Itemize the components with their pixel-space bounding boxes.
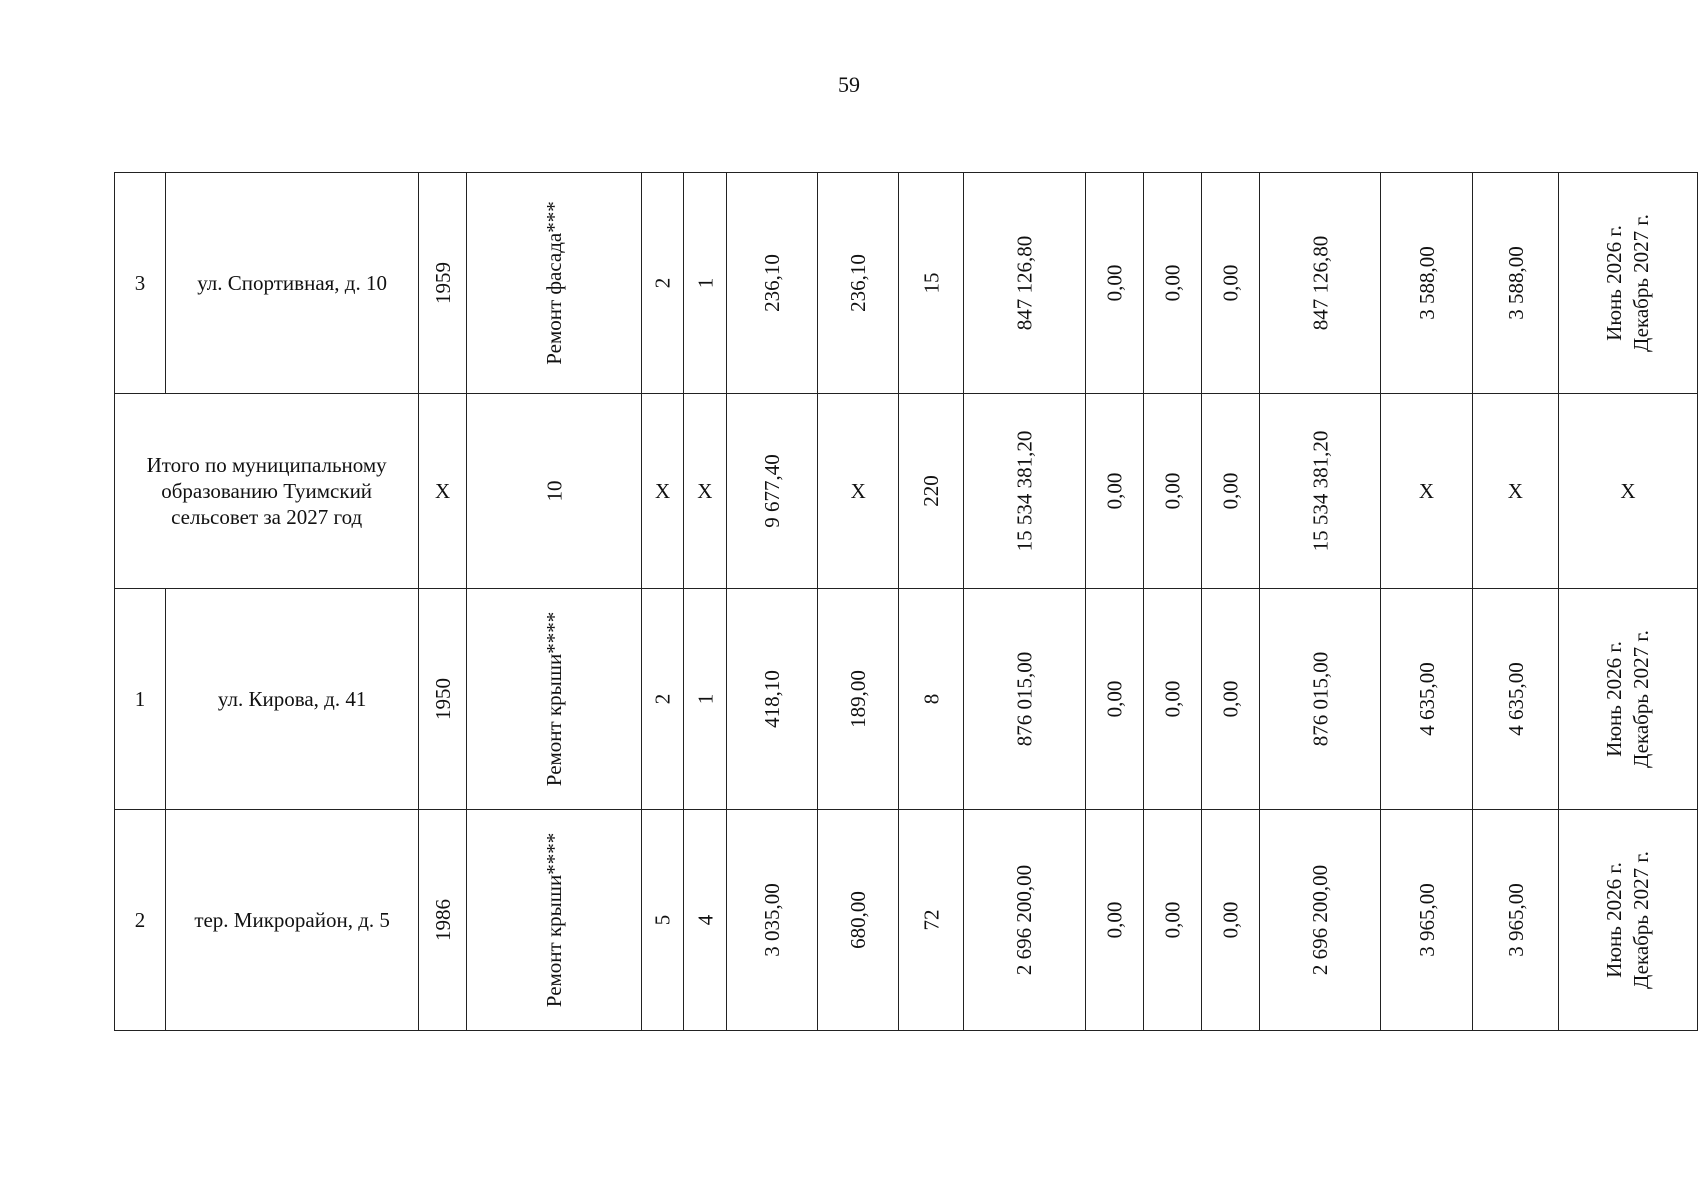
row-number: 2: [115, 810, 166, 1031]
total-area: 3 035,00: [759, 883, 784, 957]
work-period: [1601, 851, 1655, 989]
fund-owners: 876 015,00: [1308, 651, 1333, 747]
build-year: X: [419, 394, 467, 589]
period-start: Июнь 2026 г.: [1602, 862, 1627, 978]
cost-total: 15 534 381,20: [1012, 430, 1037, 552]
living-area: X: [818, 394, 899, 589]
total-area: 236,10: [759, 254, 784, 312]
fund-c: 0,00: [1218, 472, 1243, 510]
period-start: Июнь 2026 г.: [1602, 225, 1627, 341]
residents-count: 220: [919, 475, 944, 507]
fund-c: 0,00: [1218, 680, 1243, 718]
unit-cost-max: 3 965,00: [1503, 883, 1528, 957]
work-count: 10: [542, 480, 567, 502]
fund-b: 0,00: [1160, 472, 1185, 510]
period-start: Июнь 2026 г.: [1602, 641, 1627, 757]
address-cell: ул. Кирова, д. 41: [165, 589, 418, 810]
fund-b: 0,00: [1160, 264, 1185, 302]
work-period: [1601, 630, 1655, 768]
fund-owners: 847 126,80: [1308, 235, 1333, 331]
floors-count: 2: [650, 693, 675, 705]
cost-total: 2 696 200,00: [1012, 864, 1037, 976]
floors-count: X: [642, 394, 684, 589]
unit-cost: X: [1381, 394, 1472, 589]
fund-owners: 2 696 200,00: [1308, 864, 1333, 976]
address-cell: ул. Спортивная, д. 10: [165, 173, 418, 394]
living-area: 236,10: [846, 254, 871, 312]
build-year: 1986: [430, 899, 455, 941]
residents-count: 15: [919, 272, 944, 294]
repair-program-table: [114, 172, 1698, 1031]
unit-cost-max: 3 588,00: [1503, 246, 1528, 320]
floors-count: 5: [650, 914, 675, 926]
residents-count: 72: [919, 909, 944, 931]
entrances-count: 1: [692, 693, 717, 705]
work-type: Ремонт крыши****: [542, 832, 567, 1008]
fund-a: 0,00: [1102, 680, 1127, 718]
unit-cost-max: X: [1472, 394, 1558, 589]
work-period: X: [1559, 394, 1698, 589]
period-end: Декабрь 2027 г.: [1629, 214, 1654, 352]
table-row: [115, 589, 1698, 810]
entrances-count: 1: [692, 277, 717, 289]
unit-cost: 3 588,00: [1414, 246, 1439, 320]
fund-b: 0,00: [1160, 901, 1185, 939]
cost-total: 847 126,80: [1012, 235, 1037, 331]
fund-owners: 15 534 381,20: [1308, 430, 1333, 552]
row-number: 3: [115, 173, 166, 394]
unit-cost-max: 4 635,00: [1503, 662, 1528, 736]
period-end: Декабрь 2027 г.: [1629, 630, 1654, 768]
table-row: [115, 173, 1698, 394]
living-area: 680,00: [846, 891, 871, 949]
fund-a: 0,00: [1102, 472, 1127, 510]
page-number: 59: [838, 72, 860, 97]
total-label: Итого по муниципальному образованию Туимский сельсовет за 2027 год: [146, 453, 387, 529]
work-period: [1601, 214, 1655, 352]
unit-cost: 3 965,00: [1414, 883, 1439, 957]
fund-a: 0,00: [1102, 264, 1127, 302]
work-type: Ремонт крыши****: [542, 611, 567, 787]
build-year: 1950: [430, 678, 455, 720]
address-cell: тер. Микрорайон, д. 5: [165, 810, 418, 1031]
fund-c: 0,00: [1218, 901, 1243, 939]
entrances-count: 4: [692, 914, 717, 926]
entrances-count: X: [683, 394, 726, 589]
row-number: 1: [115, 589, 166, 810]
fund-b: 0,00: [1160, 680, 1185, 718]
living-area: 189,00: [846, 670, 871, 728]
unit-cost: 4 635,00: [1414, 662, 1439, 736]
table-row: [115, 810, 1698, 1031]
cost-total: 876 015,00: [1012, 651, 1037, 747]
fund-a: 0,00: [1102, 901, 1127, 939]
residents-count: 8: [919, 693, 944, 705]
fund-c: 0,00: [1218, 264, 1243, 302]
total-area: 418,10: [759, 670, 784, 728]
floors-count: 2: [650, 277, 675, 289]
total-area: 9 677,40: [759, 454, 784, 528]
build-year: 1959: [430, 262, 455, 304]
total-row: [115, 394, 1698, 589]
work-type: Ремонт фасада***: [542, 201, 567, 365]
period-end: Декабрь 2027 г.: [1629, 851, 1654, 989]
